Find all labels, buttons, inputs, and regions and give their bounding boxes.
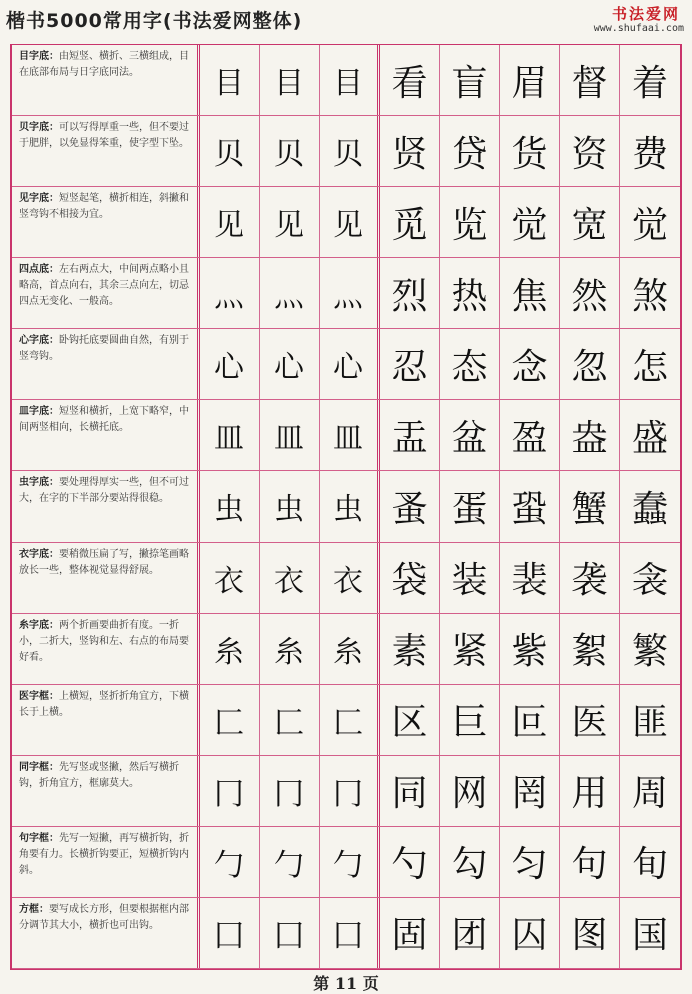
example-character: 匪 <box>631 702 668 744</box>
example-character: 蛋 <box>440 471 500 541</box>
example-character: 贷 <box>440 116 500 186</box>
radical-sample: 匚 <box>320 685 380 755</box>
radical-explanation: 要稍微压扁了写，撇捺笔画略放长一些，整体视觉显得舒展。 <box>19 548 189 576</box>
radical-sample: 虫 <box>320 471 380 541</box>
site-url: www.shufaai.com <box>593 23 684 34</box>
example-character: 焦 <box>500 258 560 328</box>
radical-row <box>12 116 680 187</box>
radical-sample: 匚 <box>200 685 260 755</box>
example-character: 热 <box>440 258 500 328</box>
example-character: 烈 <box>380 258 440 328</box>
radical-explanation: 要写成长方形，但要根据框内部分调节其大小，横折也可出钩。 <box>19 903 189 931</box>
colon: ： <box>49 406 59 418</box>
radical-sample: 灬 <box>260 258 320 328</box>
example-character: 蛩 <box>500 471 560 541</box>
radical-description <box>12 45 200 115</box>
colon: ： <box>39 903 49 915</box>
radical-name: 句字框 <box>19 832 49 844</box>
radical-explanation: 短竖起笔，横折相连，斜撇和竖弯钩不相接为宜。 <box>19 193 189 221</box>
example-character: 图 <box>560 898 620 968</box>
example-character: 絮 <box>560 614 620 684</box>
radical-explanation: 要处理得厚实一些，但不可过大，在字的下半部分要站得很稳。 <box>19 477 189 505</box>
example-character: 区 <box>380 685 440 755</box>
radical-description <box>12 258 200 328</box>
radical-sample: 囗 <box>320 898 380 968</box>
example-character: 盛 <box>631 417 668 459</box>
page-header <box>0 0 692 44</box>
radical-row <box>12 471 680 542</box>
example-character: 督 <box>560 45 620 115</box>
character-cells <box>200 471 680 541</box>
colon: ： <box>49 548 59 560</box>
example-character: 同 <box>380 756 440 826</box>
radical-sample: 见 <box>260 187 320 257</box>
example-character: 怎 <box>631 346 668 388</box>
radical-row <box>12 898 680 969</box>
colon: ： <box>49 264 59 276</box>
radical-description <box>12 614 200 684</box>
radical-sample: 糸 <box>260 614 320 684</box>
radical-sample: 匚 <box>260 685 320 755</box>
example-character: 繁 <box>631 631 668 673</box>
character-cells <box>200 187 680 257</box>
example-character: 盆 <box>440 400 500 470</box>
radical-explanation: 卧钩托底要圆曲自然，有别于竖弯钩。 <box>19 335 189 363</box>
example-character: 医 <box>560 685 620 755</box>
radical-description <box>12 116 200 186</box>
example-character: 觉 <box>500 187 560 257</box>
radical-row <box>12 756 680 827</box>
character-cells <box>200 400 680 470</box>
radical-sample: 勹 <box>320 827 380 897</box>
radical-row <box>12 258 680 329</box>
example-character: 句 <box>560 827 620 897</box>
radical-row <box>12 45 680 116</box>
radical-sample: 皿 <box>200 400 260 470</box>
radical-name: 同字框 <box>19 761 49 773</box>
example-character: 团 <box>440 898 500 968</box>
character-cells <box>200 898 680 968</box>
colon: ： <box>49 51 59 62</box>
radical-name: 方框 <box>19 903 39 915</box>
radical-sample: 心 <box>200 329 260 399</box>
example-character: 盲 <box>440 45 500 115</box>
colon: ： <box>49 761 59 773</box>
radical-name: 四点底 <box>19 264 49 276</box>
radical-row <box>12 400 680 471</box>
example-character: 盂 <box>380 400 440 470</box>
example-character: 贤 <box>380 116 440 186</box>
colon: ： <box>49 619 59 631</box>
radical-sample: 虫 <box>200 471 260 541</box>
radical-sample: 勹 <box>200 827 260 897</box>
example-character: 固 <box>380 898 440 968</box>
radical-sample: 贝 <box>200 116 260 186</box>
radical-sample: 目 <box>320 45 380 115</box>
radical-sample: 勹 <box>260 827 320 897</box>
example-character: 蟹 <box>560 471 620 541</box>
example-character: 紧 <box>440 614 500 684</box>
character-cells <box>200 543 680 613</box>
radical-row <box>12 827 680 898</box>
radical-explanation: 先写竖或竖撇，然后写横折钩，折角宜方，框廓莫大。 <box>19 761 179 789</box>
example-character: 盈 <box>500 400 560 470</box>
example-character: 盎 <box>560 400 620 470</box>
radical-explanation: 两个折画要曲折有度。一折小，二折大，竖钩和左、右点的布局要好看。 <box>19 619 189 663</box>
example-character: 衾 <box>631 560 668 602</box>
example-character: 用 <box>560 756 620 826</box>
example-character: 罔 <box>500 756 560 826</box>
example-character: 态 <box>440 329 500 399</box>
radical-description <box>12 471 200 541</box>
radical-description <box>12 187 200 257</box>
example-character: 看 <box>380 45 440 115</box>
colon: ： <box>49 477 59 489</box>
example-character: 觅 <box>380 187 440 257</box>
page-title: 楷书5000常用字(书法爱网整体) <box>6 10 303 32</box>
character-cells <box>200 45 680 115</box>
radical-sample: 目 <box>260 45 320 115</box>
radical-explanation: 上横短，竖折折角宜方，下横长于上横。 <box>19 690 189 718</box>
radical-sample: 灬 <box>200 258 260 328</box>
example-character: 叵 <box>500 685 560 755</box>
page-number: 第 11 页 <box>313 974 379 993</box>
colon: ： <box>49 690 59 702</box>
radical-sample: 心 <box>260 329 320 399</box>
colon: ： <box>49 122 59 134</box>
radical-sample: 贝 <box>260 116 320 186</box>
example-character: 着 <box>631 62 668 104</box>
radical-sample: 囗 <box>260 898 320 968</box>
radical-name: 心字底 <box>19 335 49 347</box>
character-cells <box>200 756 680 826</box>
example-character: 资 <box>560 116 620 186</box>
radical-sample: 虫 <box>260 471 320 541</box>
example-character: 周 <box>631 773 668 815</box>
radical-name: 衣字底 <box>19 548 49 560</box>
colon: ： <box>49 832 59 844</box>
example-character: 费 <box>631 133 668 175</box>
radical-sample: 皿 <box>260 400 320 470</box>
example-character: 装 <box>440 543 500 613</box>
radical-description <box>12 827 200 897</box>
example-character: 忍 <box>380 329 440 399</box>
radical-sample: 见 <box>200 187 260 257</box>
radical-name: 虫字底 <box>19 477 49 489</box>
example-character: 旬 <box>631 844 668 886</box>
radical-name: 贝字底 <box>19 122 49 134</box>
radical-description <box>12 685 200 755</box>
example-character: 国 <box>631 915 668 957</box>
radical-row <box>12 614 680 685</box>
radical-explanation: 先写一短撇，再写横折钩，折角要有力。长横折钩要正，短横折钩内斜。 <box>19 832 189 876</box>
radical-sample: 衣 <box>260 543 320 613</box>
colon: ： <box>49 193 59 205</box>
radical-name: 医字框 <box>19 690 49 702</box>
radical-row <box>12 543 680 614</box>
radical-sample: 衣 <box>320 543 380 613</box>
radical-sample: 心 <box>320 329 380 399</box>
example-character: 紫 <box>500 614 560 684</box>
character-cells <box>200 827 680 897</box>
example-character: 勾 <box>440 827 500 897</box>
example-character: 素 <box>380 614 440 684</box>
radical-sample: 糸 <box>320 614 380 684</box>
character-cells <box>200 614 680 684</box>
practice-grid <box>10 44 682 970</box>
radical-description <box>12 400 200 470</box>
radical-name: 糸字底 <box>19 619 49 631</box>
radical-sample: 见 <box>320 187 380 257</box>
example-character: 匀 <box>500 827 560 897</box>
radical-row <box>12 685 680 756</box>
radical-sample: 囗 <box>200 898 260 968</box>
radical-sample: 冂 <box>320 756 380 826</box>
example-character: 宽 <box>560 187 620 257</box>
radical-description <box>12 898 200 968</box>
example-character: 巨 <box>440 685 500 755</box>
example-character: 煞 <box>631 275 668 317</box>
example-character: 蚤 <box>380 471 440 541</box>
radical-explanation: 可以写得厚重一些，但不要过于肥胖，以免显得笨重，使字型下坠。 <box>19 122 189 150</box>
radical-description <box>12 543 200 613</box>
example-character: 览 <box>440 187 500 257</box>
radical-name: 目字底 <box>19 51 49 62</box>
radical-name: 皿字底 <box>19 406 49 418</box>
example-character: 勺 <box>380 827 440 897</box>
example-character: 货 <box>500 116 560 186</box>
example-character: 蠢 <box>631 488 668 530</box>
radical-sample: 冂 <box>200 756 260 826</box>
character-cells <box>200 685 680 755</box>
radical-sample: 糸 <box>200 614 260 684</box>
radical-description <box>12 756 200 826</box>
character-cells <box>200 329 680 399</box>
radical-description <box>12 329 200 399</box>
example-character: 念 <box>500 329 560 399</box>
example-character: 然 <box>560 258 620 328</box>
radical-sample: 贝 <box>320 116 380 186</box>
example-character: 眉 <box>500 45 560 115</box>
example-character: 囚 <box>500 898 560 968</box>
colon: ： <box>49 335 59 347</box>
radical-sample: 衣 <box>200 543 260 613</box>
radical-row <box>12 329 680 400</box>
example-character: 裴 <box>500 543 560 613</box>
radical-sample: 灬 <box>320 258 380 328</box>
site-logo-text: 书法爱网 <box>611 5 680 23</box>
example-character: 袋 <box>380 543 440 613</box>
example-character: 觉 <box>631 204 668 246</box>
character-cells <box>200 258 680 328</box>
radical-explanation: 短竖和横折，上宽下略窄，中间两竖相向，长横托底。 <box>19 406 189 434</box>
radical-explanation: 左右两点大，中间两点略小且略高，首点向右，其余三点向左，切忌四点无变化、一般高。 <box>19 264 189 308</box>
example-character: 忽 <box>560 329 620 399</box>
character-cells <box>200 116 680 186</box>
radical-name: 见字底 <box>19 193 49 205</box>
example-character: 袭 <box>560 543 620 613</box>
radical-row <box>12 187 680 258</box>
example-character: 网 <box>440 756 500 826</box>
radical-sample: 冂 <box>260 756 320 826</box>
radical-sample: 皿 <box>320 400 380 470</box>
radical-explanation: 由短竖、横折、三横组成，目在底部布局与日字底同法。 <box>19 51 189 78</box>
radical-sample: 目 <box>200 45 260 115</box>
